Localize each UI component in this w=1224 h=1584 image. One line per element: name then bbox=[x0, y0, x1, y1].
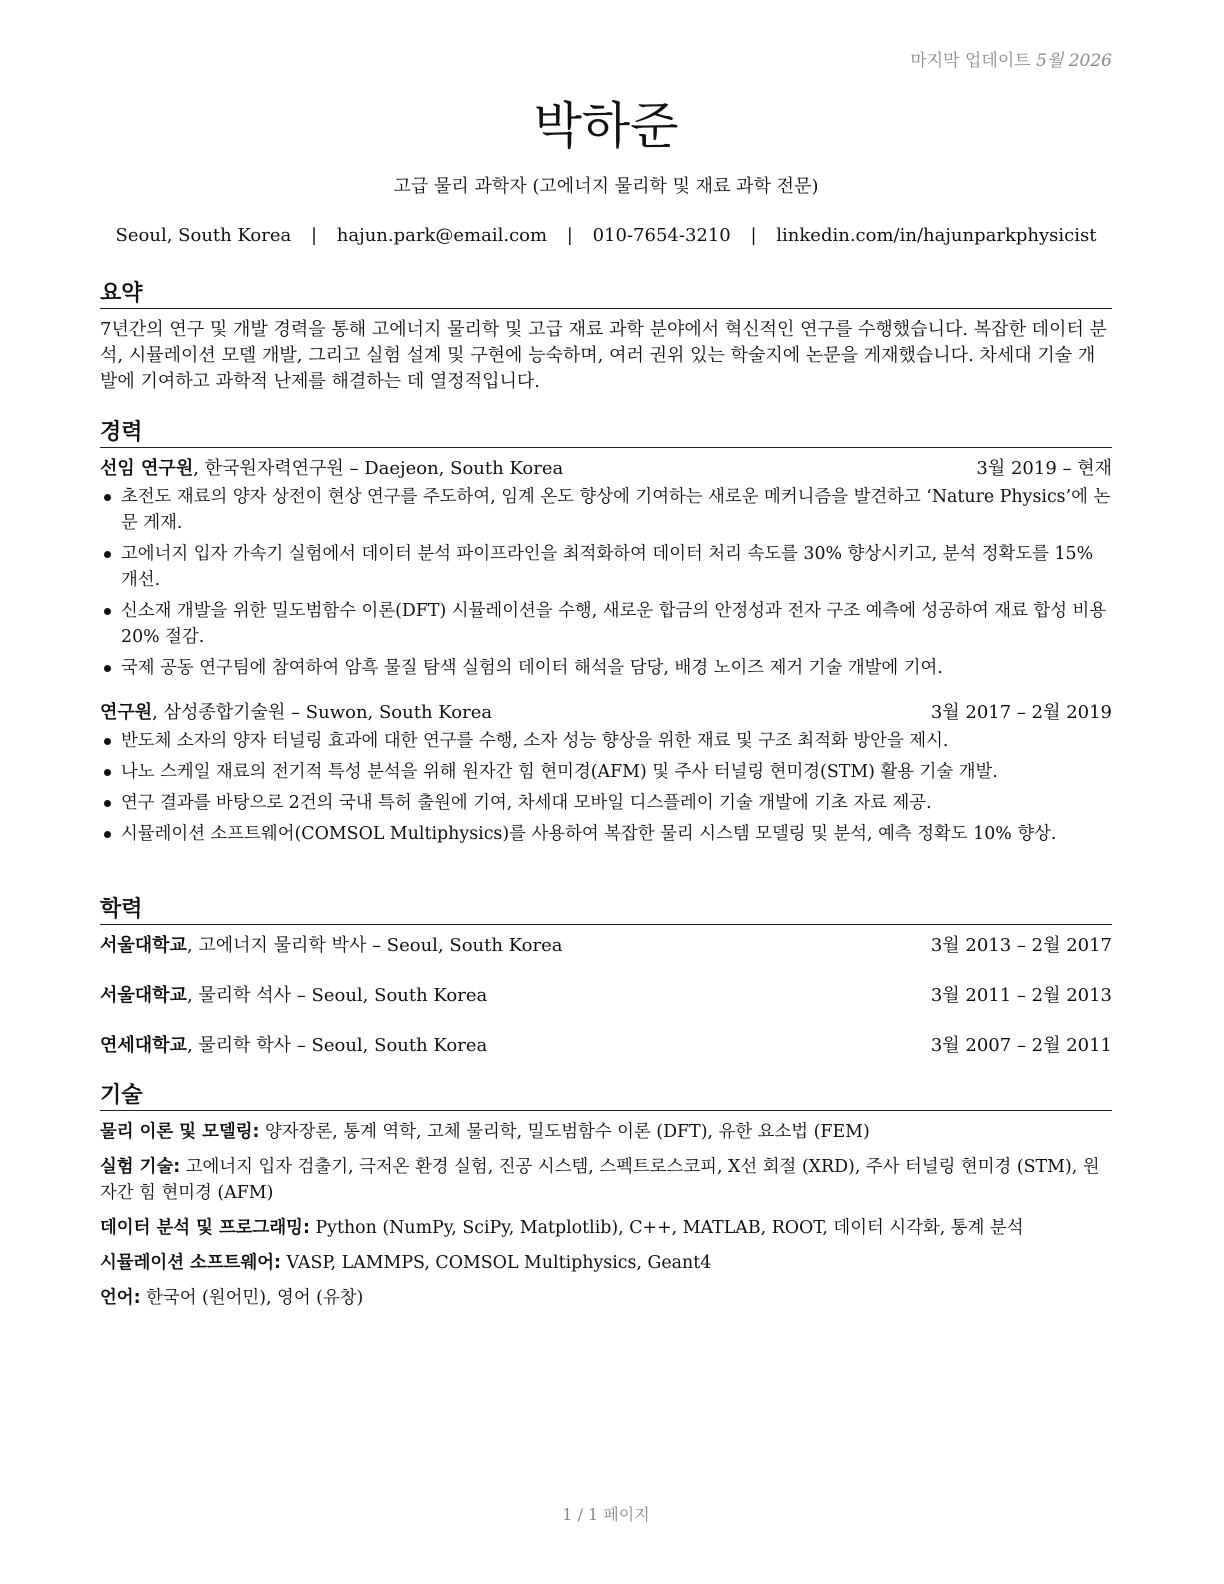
skill-line bbox=[100, 1250, 1112, 1276]
summary-section bbox=[100, 276, 1112, 395]
job-bullets bbox=[100, 728, 1112, 847]
last-updated bbox=[910, 46, 1112, 71]
skill-line bbox=[100, 1154, 1112, 1206]
job-org: , 한국원자력연구원 – Daejeon, South Korea bbox=[193, 458, 564, 479]
school-name: 연세대학교 bbox=[100, 1035, 187, 1056]
bullet-item: 시뮬레이션 소프트웨어(COMSOL Multiphysics)를 사용하여 복잡한 물리 시스템 모델링 및 분석, 예측 정확도 10% 향상. bbox=[100, 821, 1112, 847]
school-name: 서울대학교 bbox=[100, 935, 187, 956]
bullet-item: 초전도 재료의 양자 상전이 현상 연구를 주도하여, 임계 온도 향상에 기여하는 새로운 메커니즘을 발견하고 ‘Nature Physics’에 논문 게재. bbox=[100, 484, 1112, 536]
skill-label: 데이터 분석 및 프로그래밍: bbox=[100, 1218, 310, 1238]
skill-label: 시뮬레이션 소프트웨어: bbox=[100, 1253, 282, 1273]
contact-email[interactable]: hajun.park@email.com bbox=[336, 225, 548, 246]
skill-value: 양자장론, 통계 역학, 고체 물리학, 밀도범함수 이론 (DFT), 유한 요소법 (FEM) bbox=[259, 1122, 870, 1142]
headline: 고급 물리 과학자 (고에너지 물리학 및 재료 과학 전문) bbox=[393, 176, 819, 197]
education-entry bbox=[100, 933, 1112, 959]
summary-text: 7년간의 연구 및 개발 경력을 통해 고에너지 물리학 및 고급 재료 과학 분야에서 혁신적인 연구를 수행했습니다. 복잡한 데이터 분석, 시뮬레이션 모델 개발, 그리고 실험 설계 및 구현에 능숙하며, 여러 권위 있는 학술지에 논문을 게재했습니다. 차세대 기술 개발에 기여하고 과학적 난제를 해결하는 데 열정적입니다. bbox=[100, 319, 1107, 392]
skill-label: 물리 이론 및 모델링: bbox=[100, 1122, 260, 1142]
resume-page bbox=[100, 0, 1112, 1584]
skill-line bbox=[100, 1285, 1112, 1311]
degree-detail: , 물리학 석사 – Seoul, South Korea bbox=[186, 985, 488, 1006]
skill-label: 실험 기술: bbox=[100, 1157, 181, 1177]
bullet-item: 신소재 개발을 위한 밀도범함수 이론(DFT) 시뮬레이션을 수행, 새로운 합금의 안정성과 전자 구조 예측에 성공하여 재료 합성 비용 20% 절감. bbox=[100, 598, 1112, 650]
job-bullets bbox=[100, 484, 1112, 681]
contact-linkedin[interactable]: linkedin.com/in/hajunparkphysicist bbox=[776, 225, 1097, 246]
job-dates: 3월 2019 – 현재 bbox=[976, 458, 1112, 479]
last-updated-label: 마지막 업데이트 bbox=[910, 51, 1031, 71]
section-title: 학력 bbox=[100, 892, 1112, 925]
education-section bbox=[100, 892, 1112, 1083]
candidate-name: 박하준 bbox=[533, 97, 679, 155]
education-dates: 3월 2007 – 2월 2011 bbox=[930, 1035, 1112, 1056]
bullet-item: 나노 스케일 재료의 전기적 특성 분석을 위해 원자간 힘 현미경(AFM) 및 주사 터널링 현미경(STM) 활용 기술 개발. bbox=[100, 759, 1112, 785]
experience-section bbox=[100, 415, 1112, 852]
last-updated-date: 5월 2026 bbox=[1036, 51, 1112, 71]
job-entry bbox=[100, 456, 1112, 681]
contact-separator: | bbox=[566, 225, 573, 246]
section-title: 기술 bbox=[100, 1078, 1112, 1111]
degree-detail: , 물리학 학사 – Seoul, South Korea bbox=[186, 1035, 488, 1056]
school-name: 서울대학교 bbox=[100, 985, 187, 1006]
education-dates: 3월 2011 – 2월 2013 bbox=[930, 985, 1112, 1006]
skill-value: 고에너지 입자 검출기, 극저온 환경 실험, 진공 시스템, 스펙트로스코피, X선 회절 (XRD), 주사 터널링 현미경 (STM), 원자간 힘 현미경 (AFM) bbox=[100, 1157, 1100, 1203]
contact-phone: 010-7654-3210 bbox=[592, 225, 731, 246]
contact-location: Seoul, South Korea bbox=[115, 225, 292, 246]
job-dates: 3월 2017 – 2월 2019 bbox=[930, 702, 1112, 723]
page-number: 1 / 1 페이지 bbox=[562, 1505, 650, 1524]
skill-value: Python (NumPy, SciPy, Matplotlib), C++, MATLAB, ROOT, 데이터 시각화, 통계 분석 bbox=[309, 1218, 1024, 1238]
contact-line bbox=[100, 225, 1112, 246]
job-org: , 삼성종합기술원 – Suwon, South Korea bbox=[152, 702, 493, 723]
bullet-item: 연구 결과를 바탕으로 2건의 국내 특허 출원에 기여, 차세대 모바일 디스플레이 기술 개발에 기초 자료 제공. bbox=[100, 790, 1112, 816]
education-dates: 3월 2013 – 2월 2017 bbox=[930, 935, 1112, 956]
skill-line bbox=[100, 1215, 1112, 1241]
job-entry bbox=[100, 700, 1112, 847]
skill-label: 언어: bbox=[100, 1288, 141, 1308]
education-entry bbox=[100, 1033, 1112, 1059]
skills-section bbox=[100, 1078, 1112, 1320]
bullet-item: 국제 공동 연구팀에 참여하여 암흑 물질 탐색 실험의 데이터 해석을 담당, 배경 노이즈 제거 기술 개발에 기여. bbox=[100, 655, 1112, 681]
job-header bbox=[100, 456, 1112, 482]
contact-separator: | bbox=[310, 225, 318, 246]
section-title: 경력 bbox=[100, 415, 1112, 448]
contact-separator: | bbox=[750, 225, 757, 246]
section-title: 요약 bbox=[100, 276, 1112, 309]
job-role: 선임 연구원 bbox=[100, 458, 194, 479]
job-header bbox=[100, 700, 1112, 726]
skill-line bbox=[100, 1119, 1112, 1145]
skill-value: VASP, LAMMPS, COMSOL Multiphysics, Geant4 bbox=[281, 1253, 712, 1273]
bullet-item: 고에너지 입자 가속기 실험에서 데이터 분석 파이프라인을 최적화하여 데이터 처리 속도를 30% 향상시키고, 분석 정확도를 15% 개선. bbox=[100, 541, 1112, 593]
degree-detail: , 고에너지 물리학 박사 – Seoul, South Korea bbox=[186, 935, 563, 956]
bullet-item: 반도체 소자의 양자 터널링 효과에 대한 연구를 수행, 소자 성능 향상을 위한 재료 및 구조 최적화 방안을 제시. bbox=[100, 728, 1112, 754]
education-entry bbox=[100, 983, 1112, 1009]
skill-value: 한국어 (원어민), 영어 (유창) bbox=[140, 1288, 364, 1308]
job-role: 연구원 bbox=[100, 702, 153, 723]
